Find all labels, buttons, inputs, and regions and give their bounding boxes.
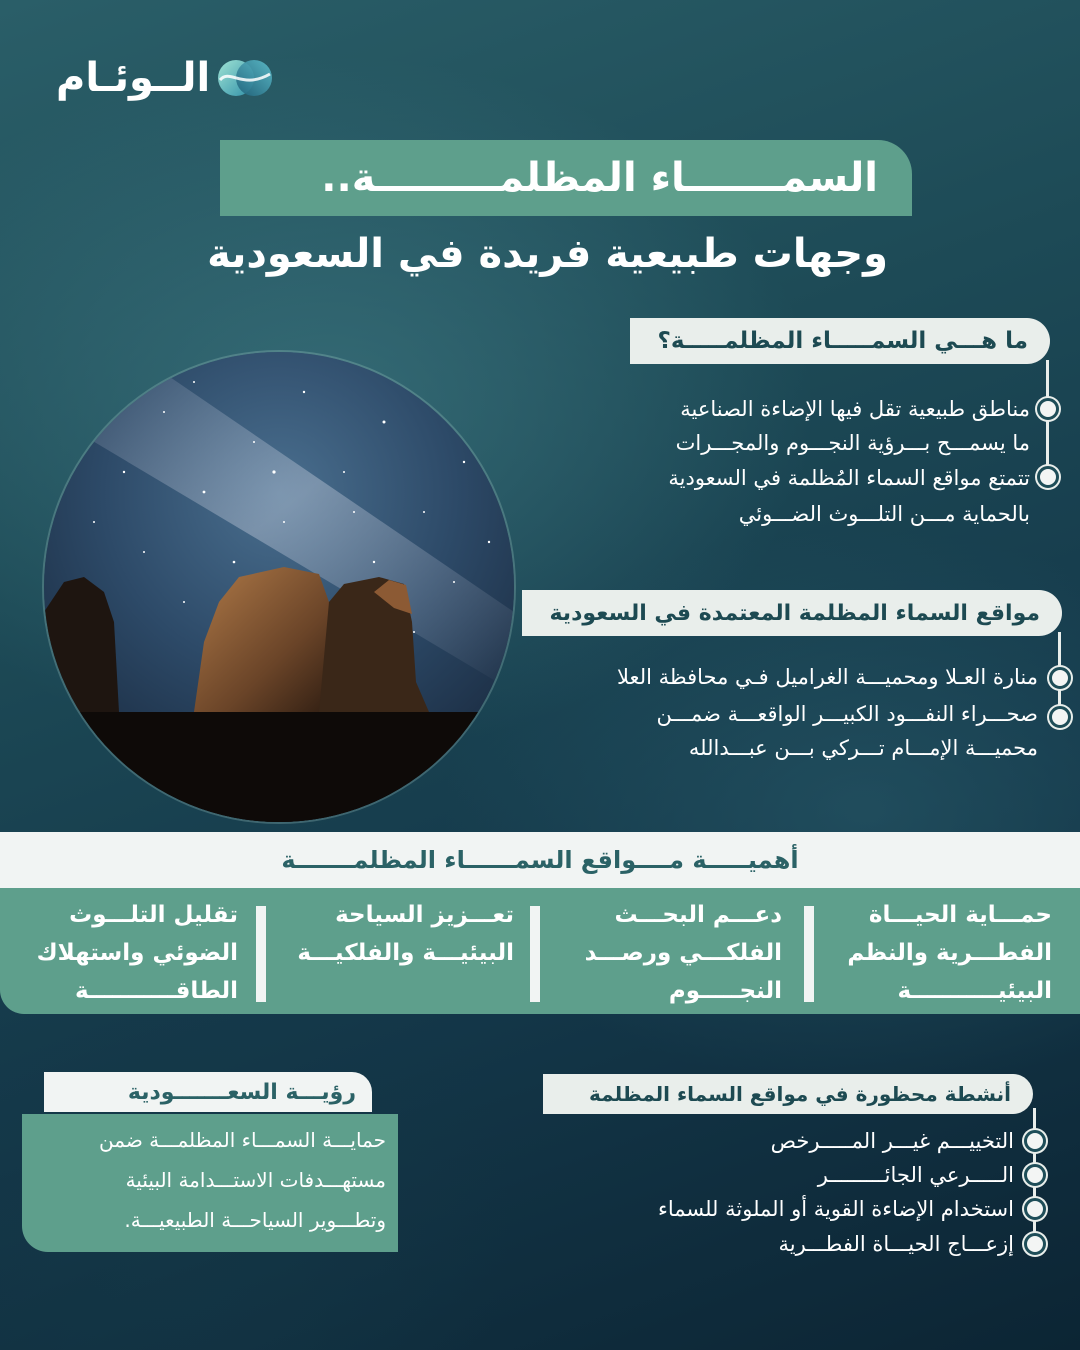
vision-line: مستهـــدفات الاستـــدامة البيئية (125, 1168, 386, 1192)
bullet-dot (1024, 1164, 1046, 1186)
bullet-dot (1049, 667, 1071, 689)
prohibited-bullet: الـــــرعي الجائـــــــــر (817, 1163, 1014, 1187)
bullet-dot (1049, 706, 1071, 728)
importance-separator (804, 906, 814, 1002)
wave-logo-icon (216, 58, 274, 98)
importance-heading (0, 832, 1080, 888)
bullet-dot (1024, 1233, 1046, 1255)
importance-separator (530, 906, 540, 1002)
subtitle-row (207, 224, 888, 284)
importance-heading-text: أهميـــــة مــــواقع السمــــــاء المظلمـــــــة (281, 846, 799, 874)
sites-heading (522, 590, 1062, 636)
prohibited-heading (543, 1074, 1033, 1114)
bullet-dot (1037, 466, 1059, 488)
importance-item-3: تعـــزيز السياحة البيئيـــة والفلكيـــة (297, 902, 514, 966)
vision-line: وتطـــوير السياحـــة الطبيعيـــة. (124, 1208, 386, 1232)
page-title: السمـــــــاء المظلمـــــــــة.. (321, 155, 878, 201)
prohibited-heading-text: أنشطة محظورة في مواقع السماء المظلمة (589, 1082, 1011, 1106)
what-is-bullet-2: تتمتع مواقع السماء المُظلمة في السعودية بالحماية مـــن التلـــوث الضـــوئي (668, 466, 1030, 526)
importance-item-1: حمـــاية الحيـــاة الفطـــرية والنظم البيئيـــــــــــة (847, 902, 1052, 1004)
vision-line: حمايـــة السمـــاء المظلمـــة ضمن (99, 1128, 386, 1152)
what-is-heading (630, 318, 1050, 364)
prohibited-bullet: إزعـــاج الحيـــاة الفطـــرية (778, 1232, 1014, 1256)
title-banner (220, 140, 912, 216)
what-is-heading-text: ما هـــي السمـــــاء المظلمـــــة؟ (657, 328, 1028, 354)
brand-logo (56, 52, 316, 104)
vision-heading-text: رؤيـــة السعـــــــودية (127, 1079, 356, 1105)
sites-heading-text: مواقع السماء المظلمة المعتمدة في السعودية (549, 600, 1040, 626)
prohibited-bullet: التخييـــم غيـــر المـــــرخص (770, 1129, 1014, 1153)
what-is-bullet-1: مناطق طبيعية تقل فيها الإضاءة الصناعية ما يسمـــح بـــرؤية النجـــوم والمجـــرات (675, 397, 1030, 455)
page-subtitle: وجهات طبيعية فريدة في السعودية (207, 231, 888, 277)
bullet-dot (1024, 1130, 1046, 1152)
sites-bullet-1: منارة العـلا ومحميـــة الغراميل فـي محافظة العلا (617, 665, 1038, 689)
prohibited-bullet: استخدام الإضاءة القوية أو الملوثة للسماء (657, 1197, 1014, 1221)
bullet-dot (1024, 1198, 1046, 1220)
importance-item-4: تقليل التلـــوث الضوئي واستهلاك الطاقـــــــــــة (36, 902, 238, 1004)
bullet-dot (1037, 398, 1059, 420)
logo-text: الــوئـام (56, 55, 211, 101)
vision-box (22, 1114, 398, 1252)
importance-item-2: دعـــم البحـــث الفلكـــي ورصـــد النجـــــوم (584, 902, 782, 1004)
starry-sky-rock-photo (44, 352, 514, 822)
vision-heading (44, 1072, 372, 1112)
importance-separator (256, 906, 266, 1002)
sites-bullet-2: صحـــراء النفـــود الكبيـــر الواقعـــة ضمـــن محميـــة الإمـــام تـــركي بـــن عبـــدالله (656, 702, 1038, 760)
